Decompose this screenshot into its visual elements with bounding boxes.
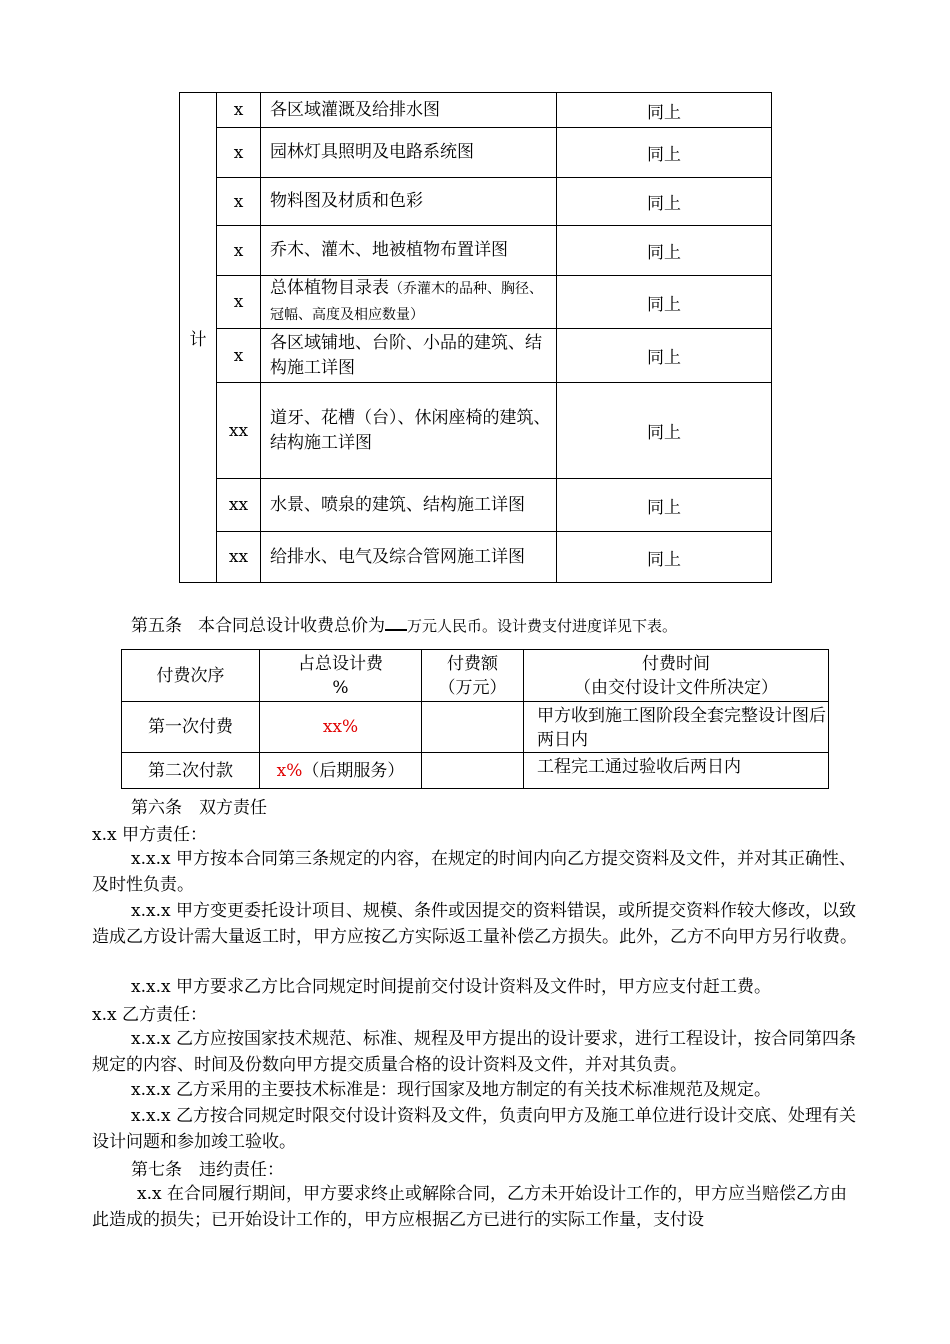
partyA-item-2: x.x.x 甲方变更委托设计项目、规模、条件或因提交的资料错误，或所提交资料作较大修改，以致造成乙方设计需大量返工时，甲方应按乙方实际返工量补偿乙方损失。此外，乙方不向甲方另行收费。 (92, 901, 857, 947)
drawing-item (261, 276, 557, 329)
drawing-item-label: 总体植物目录表 (270, 278, 389, 298)
drawing-status: 同上 (557, 383, 772, 479)
article7-paragraph: x.x 在合同履行期间，甲方要求终止或解除合同，乙方未开始设计工作的，甲方应当赔偿乙方由此造成的损失；已开始设计工作的，甲方应根据乙方已进行的实际工作量，支付设 (92, 1184, 847, 1230)
header-amount (422, 650, 524, 702)
header-amount-line2: （万元） (438, 677, 507, 698)
row2-amount (422, 753, 524, 789)
table-row (180, 276, 772, 329)
row-number: xx (217, 383, 261, 479)
header-percent-line1: 占总设计费 (298, 653, 383, 674)
partyB-item-2: x.x.x 乙方采用的主要技术标准是：现行国家及地方制定的有关技术标准规范及规定。 (131, 1080, 771, 1100)
article5-label: 第五条 (131, 616, 182, 636)
drawing-item (261, 226, 557, 276)
drawing-item-label: 给排水、电气及综合管网施工详图 (270, 546, 525, 567)
drawing-item-label: 水景、喷泉的建筑、结构施工详图 (270, 494, 525, 515)
row2-time: 工程完工通过验收后两日内 (524, 753, 829, 789)
row2-percent-value: x% (276, 760, 303, 781)
row1-time: 甲方收到施工图阶段全套完整设计图后两日内 (524, 702, 829, 753)
table-row (180, 383, 772, 479)
table-row (180, 329, 772, 383)
header-order: 付费次序 (122, 650, 260, 702)
drawing-status: 同上 (557, 276, 772, 329)
table-header-row (122, 650, 829, 702)
drawing-status: 同上 (557, 226, 772, 276)
table-row (180, 93, 772, 128)
drawing-item-label: 道牙、花槽（台）、休闲座椅的建筑、结构施工详图 (270, 407, 551, 453)
header-time-line2: （由交付设计文件所决定） (574, 677, 778, 698)
amount-blank (385, 615, 407, 631)
row-number: x (217, 276, 261, 329)
drawing-item-note: （乔灌木的品种、胸径、冠幅、高度及相应数量） (270, 281, 543, 323)
header-percent-line2: % (332, 677, 349, 698)
table-row (180, 128, 772, 178)
drawing-status: 同上 (557, 479, 772, 532)
row1-percent (260, 702, 422, 753)
row-number: xx (217, 479, 261, 532)
row-number: xx (217, 532, 261, 583)
partyA-item-3: x.x.x 甲方要求乙方比合同规定时间提前交付设计资料及文件时，甲方应支付赶工费。 (131, 977, 771, 997)
table-row (122, 753, 829, 789)
row1-order: 第一次付费 (122, 702, 260, 753)
drawing-item (261, 329, 557, 383)
partyB-item-1: x.x.x 乙方应按国家技术规范、标准、规程及甲方提出的设计要求，进行工程设计，按合同第四条规定的内容、时间及份数向甲方提交质量合格的设计资料及文件，并对其负责。 (92, 1029, 856, 1075)
table-row (180, 479, 772, 532)
table-row (180, 532, 772, 583)
article7-title: 第七条 违约责任： (131, 1160, 284, 1180)
partyB-heading: x.x 乙方责任： (92, 1005, 207, 1025)
header-percent (260, 650, 422, 702)
row1-percent-value: xx% (322, 717, 359, 737)
partyA-heading: x.x 甲方责任： (92, 825, 207, 845)
drawing-status: 同上 (557, 178, 772, 226)
article5-text-after: 万元人民币。设计费支付进度详见下表。 (407, 617, 678, 635)
drawing-item (261, 383, 557, 479)
drawing-status: 同上 (557, 128, 772, 178)
drawing-item-label: 园林灯具照明及电路系统图 (270, 142, 474, 162)
row2-order: 第二次付款 (122, 753, 260, 789)
drawing-item (261, 93, 557, 128)
drawing-status: 同上 (557, 93, 772, 128)
partyA-item-1: x.x.x 甲方按本合同第三条规定的内容，在规定的时间内向乙方提交资料及文件，并对其正确性、及时性负责。 (92, 849, 856, 895)
row-number: x (217, 93, 261, 128)
drawing-status: 同上 (557, 329, 772, 383)
drawing-item-label: 各区域铺地、台阶、小品的建筑、结构施工详图 (270, 332, 542, 378)
header-amount-line1: 付费额 (447, 653, 498, 674)
table-row (180, 178, 772, 226)
section-label: 计 (189, 330, 207, 350)
payment-schedule-table (121, 649, 829, 789)
table-row (180, 226, 772, 276)
row-number: x (217, 226, 261, 276)
article5-text-before: 本合同总设计收费总价为 (198, 616, 385, 636)
drawing-status: 同上 (557, 532, 772, 583)
row-number: x (217, 329, 261, 383)
row2-percent-note: （后期服务） (302, 760, 405, 781)
table-row (122, 702, 829, 753)
partyB-item-3: x.x.x 乙方按合同规定时限交付设计资料及文件，负责向甲方及施工单位进行设计交底、处理有关设计问题和参加竣工验收。 (92, 1106, 856, 1152)
header-time-line1: 付费时间 (642, 653, 710, 674)
drawing-item-label: 各区域灌溉及给排水图 (270, 99, 440, 120)
row2-percent (260, 753, 422, 789)
drawing-item (261, 479, 557, 532)
drawing-item-label: 物料图及材质和色彩 (270, 191, 423, 211)
row-number: x (217, 128, 261, 178)
row1-amount (422, 702, 524, 753)
drawing-item (261, 178, 557, 226)
section-cell (180, 93, 217, 583)
drawing-item (261, 128, 557, 178)
article5-line (131, 611, 677, 636)
header-time (524, 650, 829, 702)
row-number: x (217, 178, 261, 226)
drawing-item-label: 乔木、灌木、地被植物布置详图 (270, 240, 508, 260)
drawing-item (261, 532, 557, 583)
drawing-list-table (179, 92, 772, 583)
article6-title: 第六条 双方责任 (131, 798, 267, 818)
